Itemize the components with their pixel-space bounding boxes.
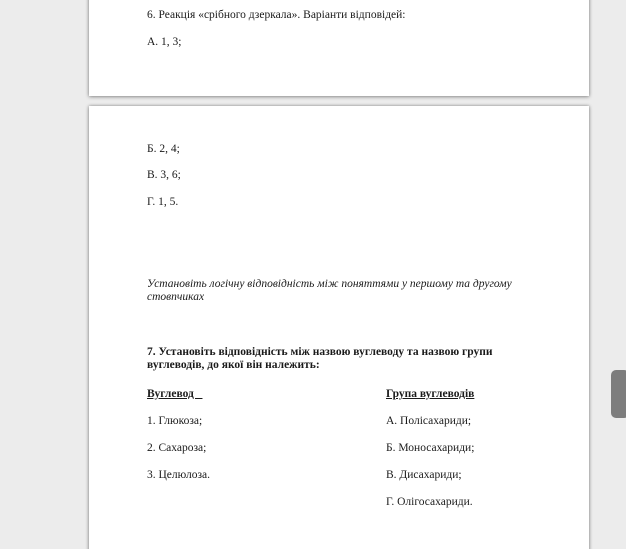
carbohydrate-item-2: 2. Сахароза; (147, 442, 207, 454)
question-7-title: 7. Установіть відповідність між назвою вуглеводу та назвою групи вуглеводів, до якої він належить: (147, 346, 493, 371)
document-page-2 (89, 106, 589, 549)
carbohydrate-item-1: 1. Глюкоза; (147, 415, 203, 427)
carbohydrate-item-3: 3. Целюлоза. (147, 469, 210, 481)
question-6-option-v: В. 3, 6; (147, 169, 181, 181)
question-6-option-g: Г. 1, 5. (147, 196, 179, 208)
matching-instruction: Установіть логічну відповідність між поняттями у першому та другому стовпчиках (147, 278, 512, 303)
document-page-1 (89, 0, 589, 96)
question-6-option-a: А. 1, 3; (147, 36, 182, 48)
column-header-carbohydrate-group: Група вуглеводів (386, 388, 475, 400)
group-item-v: В. Дисахариди; (386, 469, 462, 481)
group-item-g: Г. Олігосахариди. (386, 496, 473, 508)
question-6-title: 6. Реакція «срібного дзеркала». Варіанти відповідей: (147, 9, 406, 21)
group-item-a: А. Полісахариди; (386, 415, 472, 427)
question-6-option-b: Б. 2, 4; (147, 143, 180, 155)
group-item-b: Б. Моносахариди; (386, 442, 475, 454)
side-panel-toggle[interactable] (611, 370, 626, 418)
column-header-carbohydrate: Вуглевод (147, 388, 203, 400)
